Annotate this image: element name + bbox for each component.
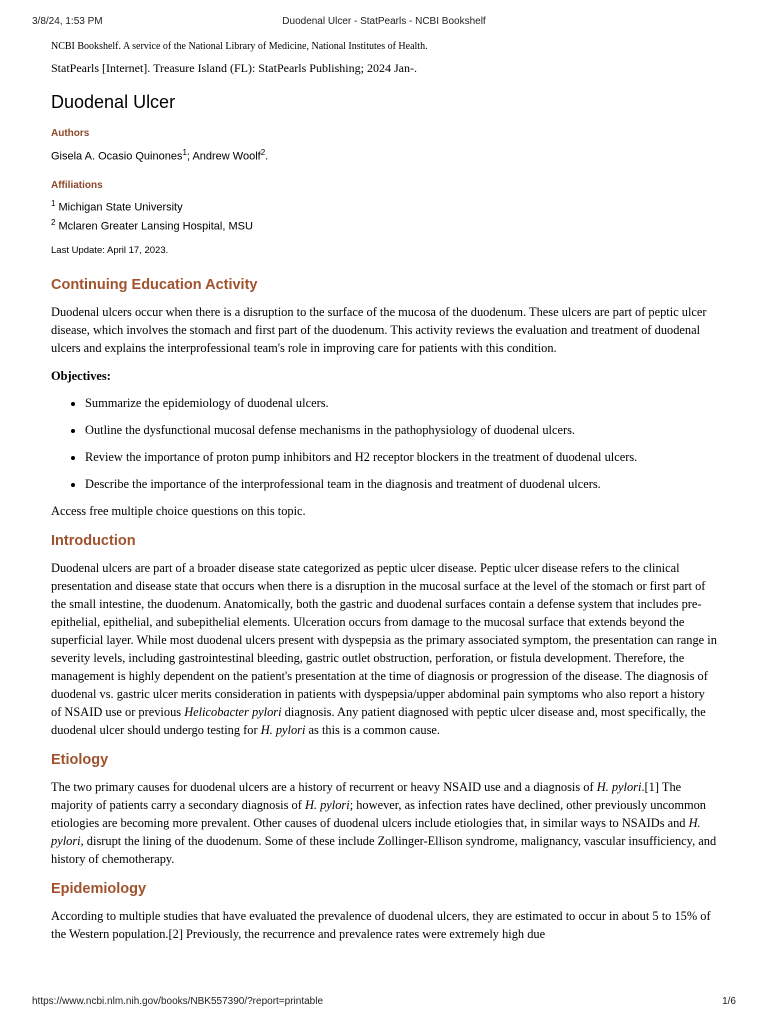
print-footer <box>32 996 736 1010</box>
objectives-list <box>51 394 717 493</box>
cea-paragraph: Duodenal ulcers occur when there is a disruption to the surface of the mucosa of the duodenum. These ulcers are part of peptic ulcer disease, which involves the stomach and first part of the duodenum. This activity reviews the evaluation and treatment of duodenal ulcers and explains the interprofessional team's role in improving care for patients with this condition. <box>51 304 707 355</box>
epidemiology-paragraph: According to multiple studies that have evaluated the prevalence of duodenal ulcers, they are estimated to occur in about 5 to 15% of the Western population.[2] Previously, the recurrence and prevalence rates were extremely high due <box>51 908 711 941</box>
section-heading-cea: Continuing Education Activity <box>51 276 258 293</box>
affiliation-item: $^2$ Mclaren Greater Lansing Hospital, MSU <box>51 218 253 233</box>
introduction-paragraph: Duodenal ulcers are part of a broader disease state categorized as peptic ulcer disease. Peptic ulcer disease refers to the clinical presentation and disease state that occurs when there is a disruption in the mucosal surface at the level of the stomach or first part of the small intestine, the duodenum. Anatomically, both the gastric and duodenal surfaces contain a defense system that includes pre-epithelial, epithelial, and subepithelial elements. Ulceration occurs from damage to the mucosal surface that extends beyond the superficial layer. While most duodenal ulcers present with dyspepsia as the primary associated symptom, the presentation can range in severity levels, including gastrointestinal bleeding, gastric outlet obstruction, perforation, or fistula development. Therefore, the management is highly dependent on the patient's presentation at the time of diagnosis or progression of the disease. The diagnosis of duodenal vs. gastric ulcer merits consideration in patients with dyspepsia/upper abdominal pain symptoms who also report a history of NSAID use or previous Helicobacter pylori diagnosis. Any patient diagnosed with peptic ulcer disease and, most specifically, the duodenal ulcer should undergo testing for H. pylori as this is a common cause. <box>51 560 717 737</box>
print-datetime: 3/8/24, 1:53 PM <box>32 16 103 27</box>
objective-item: • Summarize the epidemiology of duodenal ulcers. <box>85 394 717 412</box>
print-page-title: Duodenal Ulcer - StatPearls - NCBI Bookshelf <box>282 16 486 27</box>
last-update: Last Update: April 17, 2023. <box>51 244 169 256</box>
author-link[interactable]: Andrew Woolf <box>192 150 261 163</box>
authors: Gisela A. Ocasio Quinones$^1$; Andrew Woolf$^2$. <box>51 148 269 163</box>
section-heading-etiology: Etiology <box>51 751 109 768</box>
article <box>51 40 717 943</box>
print-header <box>32 16 736 30</box>
page-title: Duodenal Ulcer <box>51 92 176 112</box>
affiliation-ref[interactable]: 2 <box>260 148 266 157</box>
objective-item: • Outline the dysfunctional mucosal defense mechanisms in the pathophysiology of duodenal ulcers. <box>85 421 717 439</box>
section-heading-introduction: Introduction <box>51 532 136 549</box>
print-page-number: 1/6 <box>722 996 736 1007</box>
access-questions-link[interactable]: Access free multiple choice questions on this topic. <box>51 503 306 518</box>
objectives-label: Objectives: <box>51 368 111 383</box>
affiliation-ref[interactable]: 1 <box>182 148 187 157</box>
citation: StatPearls [Internet]. Treasure Island (FL): StatPearls Publishing; 2024 Jan-. <box>51 61 417 75</box>
authors-label: Authors <box>51 128 90 139</box>
author-link[interactable]: Gisela A. Ocasio Quinones <box>51 150 183 163</box>
section-heading-epidemiology: Epidemiology <box>51 880 147 897</box>
objective-item: • Describe the importance of the interprofessional team in the diagnosis and treatment of duodenal ulcers. <box>85 475 717 493</box>
affiliations-label: Affiliations <box>51 179 103 191</box>
print-url: https://www.ncbi.nlm.nih.gov/books/NBK557390/?report=printable <box>32 996 324 1007</box>
source-line: NCBI Bookshelf. A service of the National Library of Medicine, National Institutes of Health. <box>51 41 428 52</box>
objective-item: • Review the importance of proton pump inhibitors and H2 receptor blockers in the treatment of duodenal ulcers. <box>85 448 717 466</box>
etiology-paragraph: The two primary causes for duodenal ulcers are a history of recurrent or heavy NSAID use and a diagnosis of H. pylori.[1] The majority of patients carry a secondary diagnosis of H. pylori; however, as infection rates have declined, other previously uncommon etiologies are becoming more prevalent. Other causes of duodenal ulcers include etiologies that, in similar ways to NSAIDs and H. pylori, disrupt the lining of the duodenum. Some of these include Zollinger-Ellison syndrome, malignancy, vascular insufficiency, and history of chemotherapy. <box>51 779 717 866</box>
affiliation-item: $^1$ Michigan State University <box>51 198 183 214</box>
